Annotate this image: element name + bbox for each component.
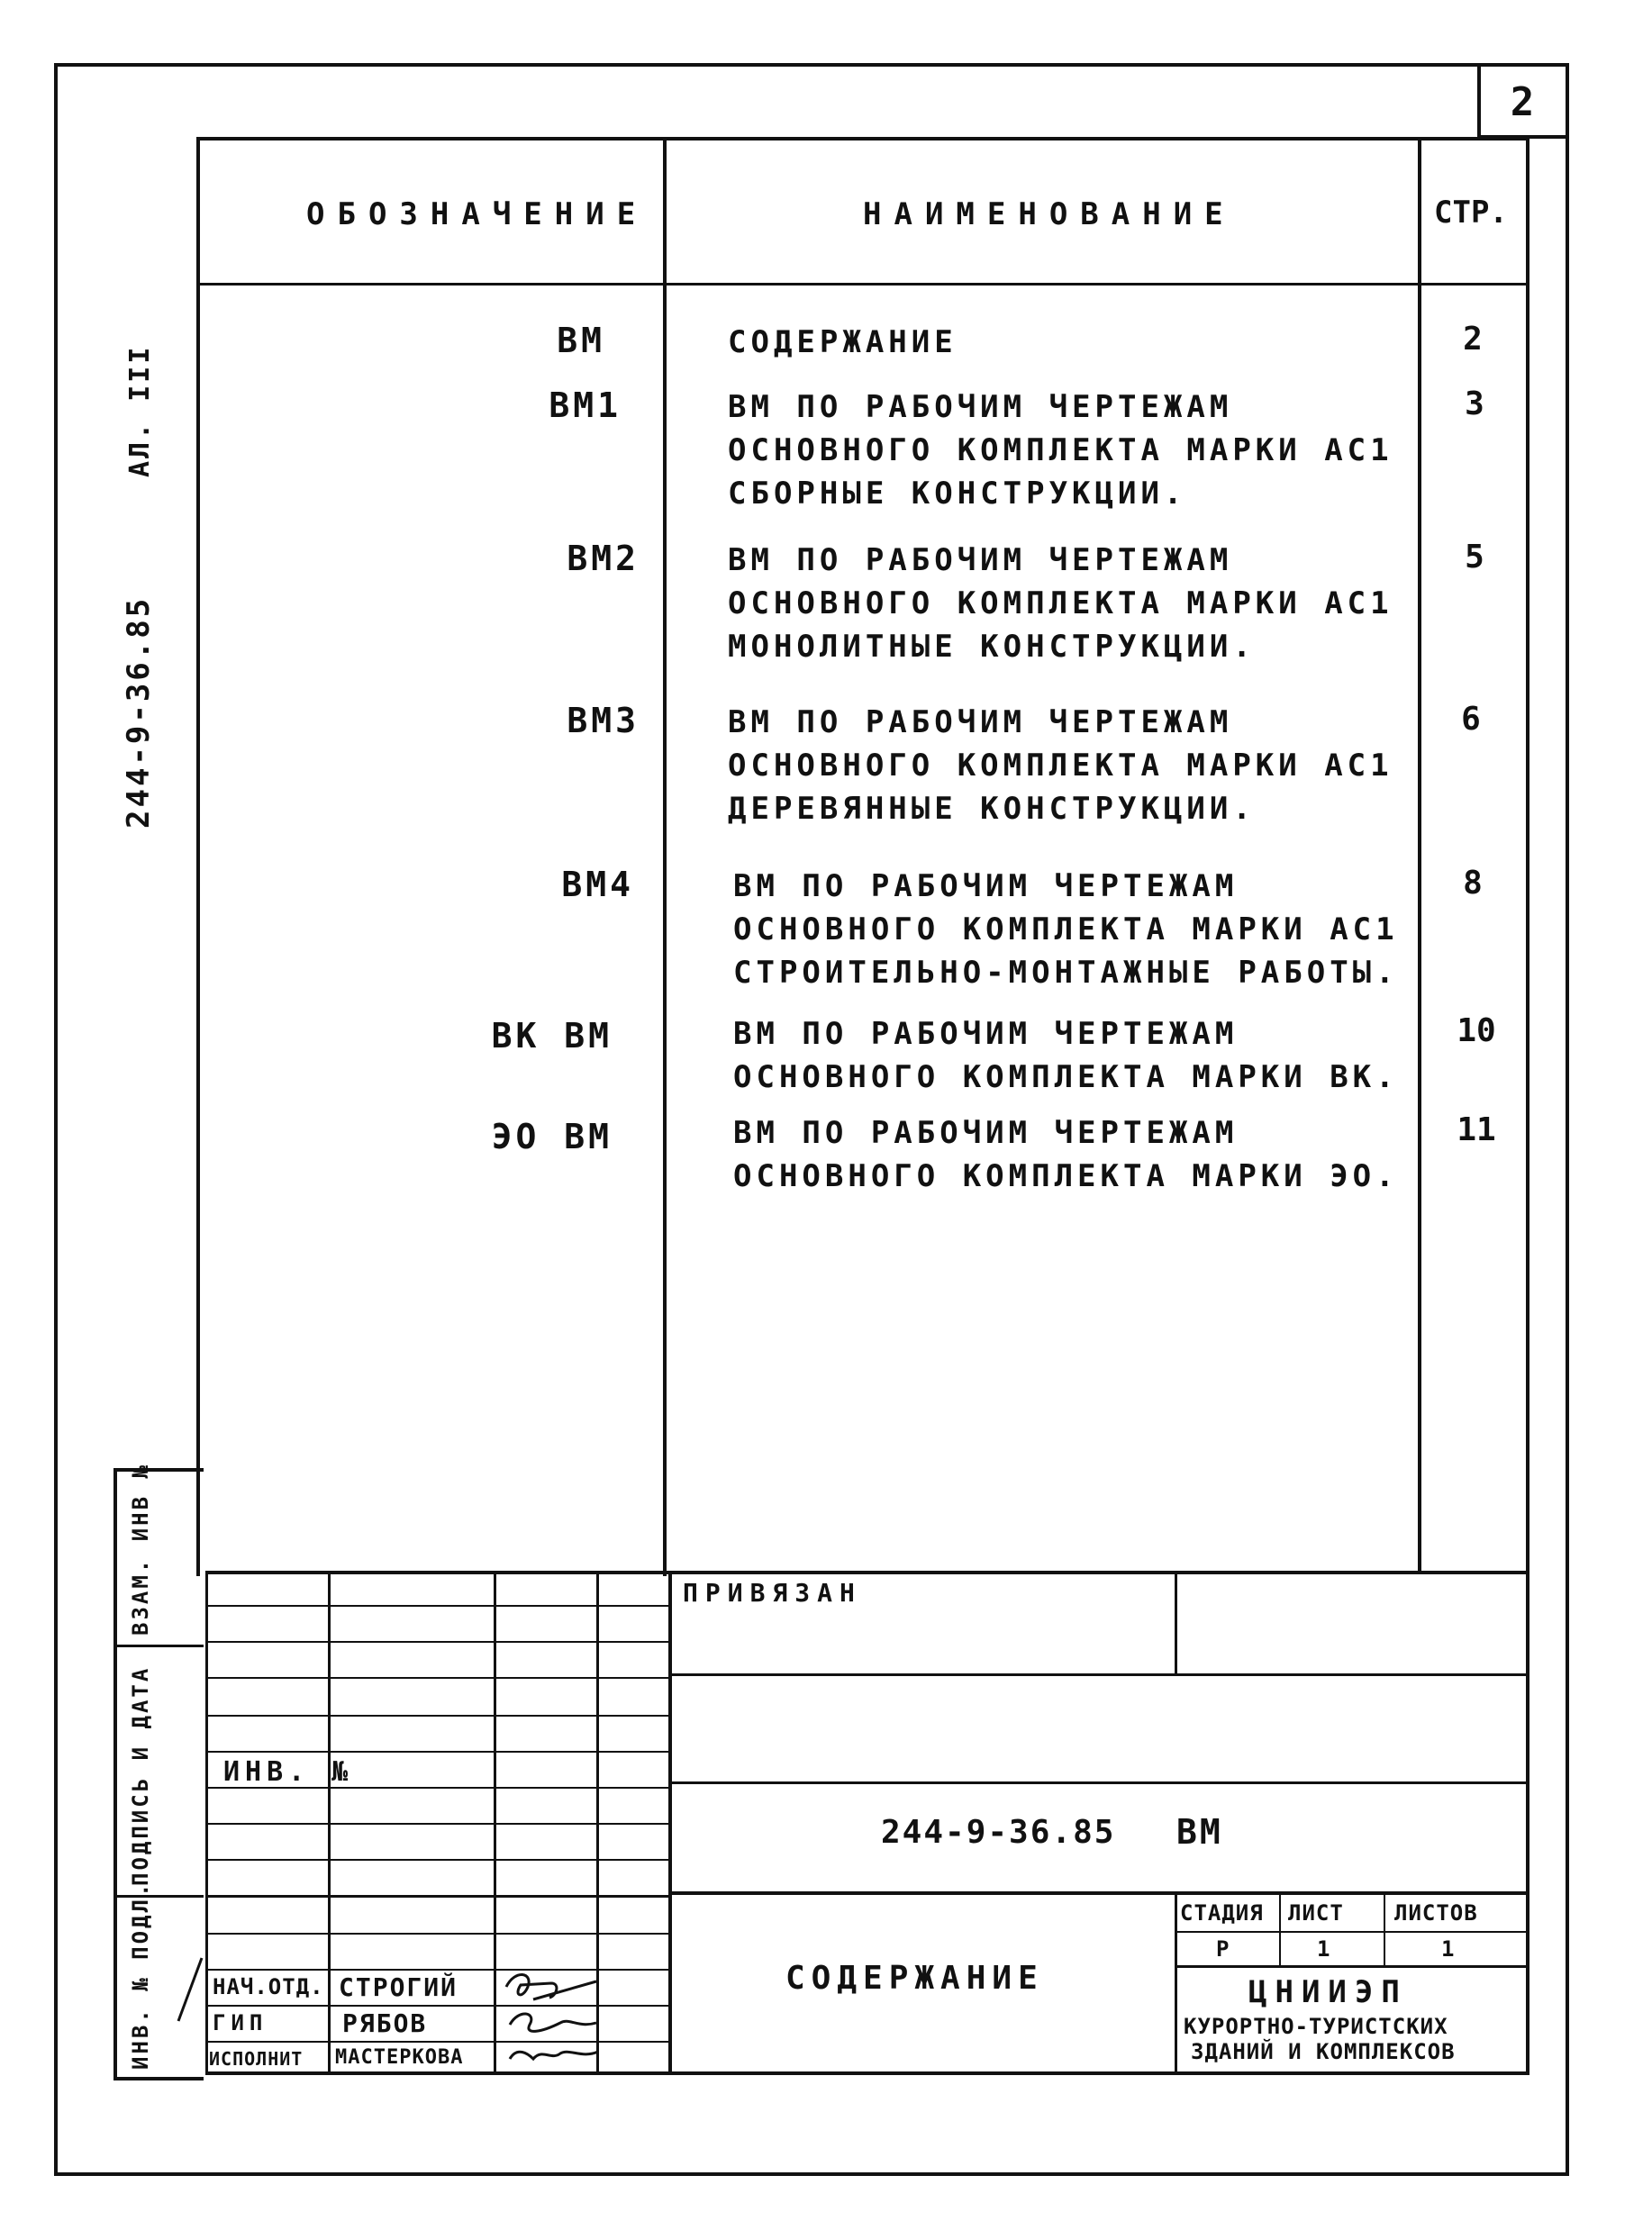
row-name-line: ОСНОВНОГО КОМПЛЕКТА МАРКИ АС1 — [728, 748, 1393, 784]
row-code: ЭО ВМ — [491, 1117, 613, 1156]
row-name-line: ОСНОВНОГО КОМПЛЕКТА МАРКИ АС1 — [728, 585, 1393, 621]
row-name-line: ВМ ПО РАБОЧИМ ЧЕРТЕЖАМ — [733, 1115, 1239, 1151]
header-name: НАИМЕНОВАНИЕ — [863, 196, 1236, 232]
row-name-line: СОДЕРЖАНИЕ — [728, 324, 958, 360]
row-name-line: ОСНОВНОГО КОМПЛЕКТА МАРКИ АС1 — [728, 432, 1393, 468]
row-page: 8 — [1463, 865, 1483, 902]
role-label: ГИП — [213, 2010, 268, 2035]
role-name: СТРОГИЙ — [339, 1972, 458, 2002]
row-name-line: ДЕРЕВЯННЫЕ КОНСТРУКЦИИ. — [728, 791, 1256, 827]
stamp-doc-code: 244-9-36.85 — [881, 1814, 1116, 1851]
stamp-org-sub1: КУРОРТНО-ТУРИСТСКИХ — [1184, 2014, 1448, 2039]
row-page: 5 — [1465, 539, 1484, 576]
row-name-line: ОСНОВНОГО КОМПЛЕКТА МАРКИ ВК. — [733, 1059, 1399, 1095]
margin-replace-inv: ВЗАМ. ИНВ № — [128, 1463, 153, 1636]
row-name-line: ОСНОВНОГО КОМПЛЕКТА МАРКИ ЭО. — [733, 1158, 1399, 1194]
row-name-line: ВМ ПО РАБОЧИМ ЧЕРТЕЖАМ — [728, 542, 1233, 578]
margin-slash — [171, 1954, 207, 2026]
row-code: ВК ВМ — [491, 1016, 613, 1056]
stamp-inv-no: ИНВ. № — [223, 1756, 354, 1788]
stamp-stage: Р — [1216, 1936, 1230, 1962]
row-code: ВМ1 — [549, 385, 622, 425]
row-page: 6 — [1461, 701, 1481, 738]
row-name-line: СБОРНЫЕ КОНСТРУКЦИИ. — [728, 476, 1187, 512]
row-name-line: ОСНОВНОГО КОМПЛЕКТА МАРКИ АС1 — [733, 911, 1399, 947]
row-page: 11 — [1457, 1111, 1496, 1148]
row-page: 3 — [1465, 385, 1484, 422]
row-name-line: ВМ ПО РАБОЧИМ ЧЕРТЕЖАМ — [728, 389, 1233, 425]
row-name-line: ВМ ПО РАБОЧИМ ЧЕРТЕЖАМ — [733, 1016, 1239, 1052]
header-page: СТР. — [1434, 195, 1508, 231]
row-name-line: СТРОИТЕЛЬНО-МОНТАЖНЫЕ РАБОТЫ. — [733, 955, 1399, 991]
row-page: 2 — [1463, 321, 1483, 358]
margin-album: АЛ. III — [124, 344, 156, 477]
role-label: ИСПОЛНИТ — [209, 2048, 304, 2070]
margin-inv-orig: ИНВ. № ПОДЛ. — [128, 1881, 153, 2070]
stamp-title: СОДЕРЖАНИЕ — [785, 1960, 1044, 1997]
row-code: ВМ — [557, 321, 605, 360]
sheet-number: 2 — [1510, 79, 1535, 125]
signature-icon — [497, 1960, 614, 2071]
stamp-stage-label: СТАДИЯ — [1180, 1900, 1264, 1926]
role-name: МАСТЕРКОВА — [335, 2046, 464, 2069]
stamp-org: ЦНИИЭП — [1248, 1974, 1408, 2010]
row-name-line: ВМ ПО РАБОЧИМ ЧЕРТЕЖАМ — [728, 704, 1233, 740]
stamp-doc-mark: ВМ — [1176, 1812, 1223, 1852]
stamp-sheet: 1 — [1317, 1936, 1331, 1962]
row-code: ВМ2 — [567, 539, 640, 578]
margin-doc-code: 244-9-36.85 — [121, 595, 157, 829]
row-code: ВМ4 — [561, 865, 634, 904]
stamp-attached: ПРИВЯЗАН — [683, 1578, 862, 1608]
row-page: 10 — [1457, 1012, 1496, 1049]
row-code: ВМ3 — [567, 701, 640, 740]
stamp-sheets: 1 — [1441, 1936, 1456, 1962]
role-name: РЯБОВ — [342, 2008, 428, 2038]
stamp-sheets-label: ЛИСТОВ — [1394, 1900, 1478, 1926]
stamp-org-sub2: ЗДАНИЙ И КОМПЛЕКСОВ — [1191, 2039, 1456, 2064]
header-designation: ОБОЗНАЧЕНИЕ — [306, 196, 649, 232]
row-name-line: МОНОЛИТНЫЕ КОНСТРУКЦИИ. — [728, 629, 1256, 665]
row-name-line: ВМ ПО РАБОЧИМ ЧЕРТЕЖАМ — [733, 868, 1239, 904]
margin-sign-date: ПОДПИСЬ И ДАТА — [128, 1665, 153, 1886]
role-label: НАЧ.ОТД. — [213, 1974, 324, 1999]
stamp-sheet-label: ЛИСТ — [1288, 1900, 1344, 1926]
